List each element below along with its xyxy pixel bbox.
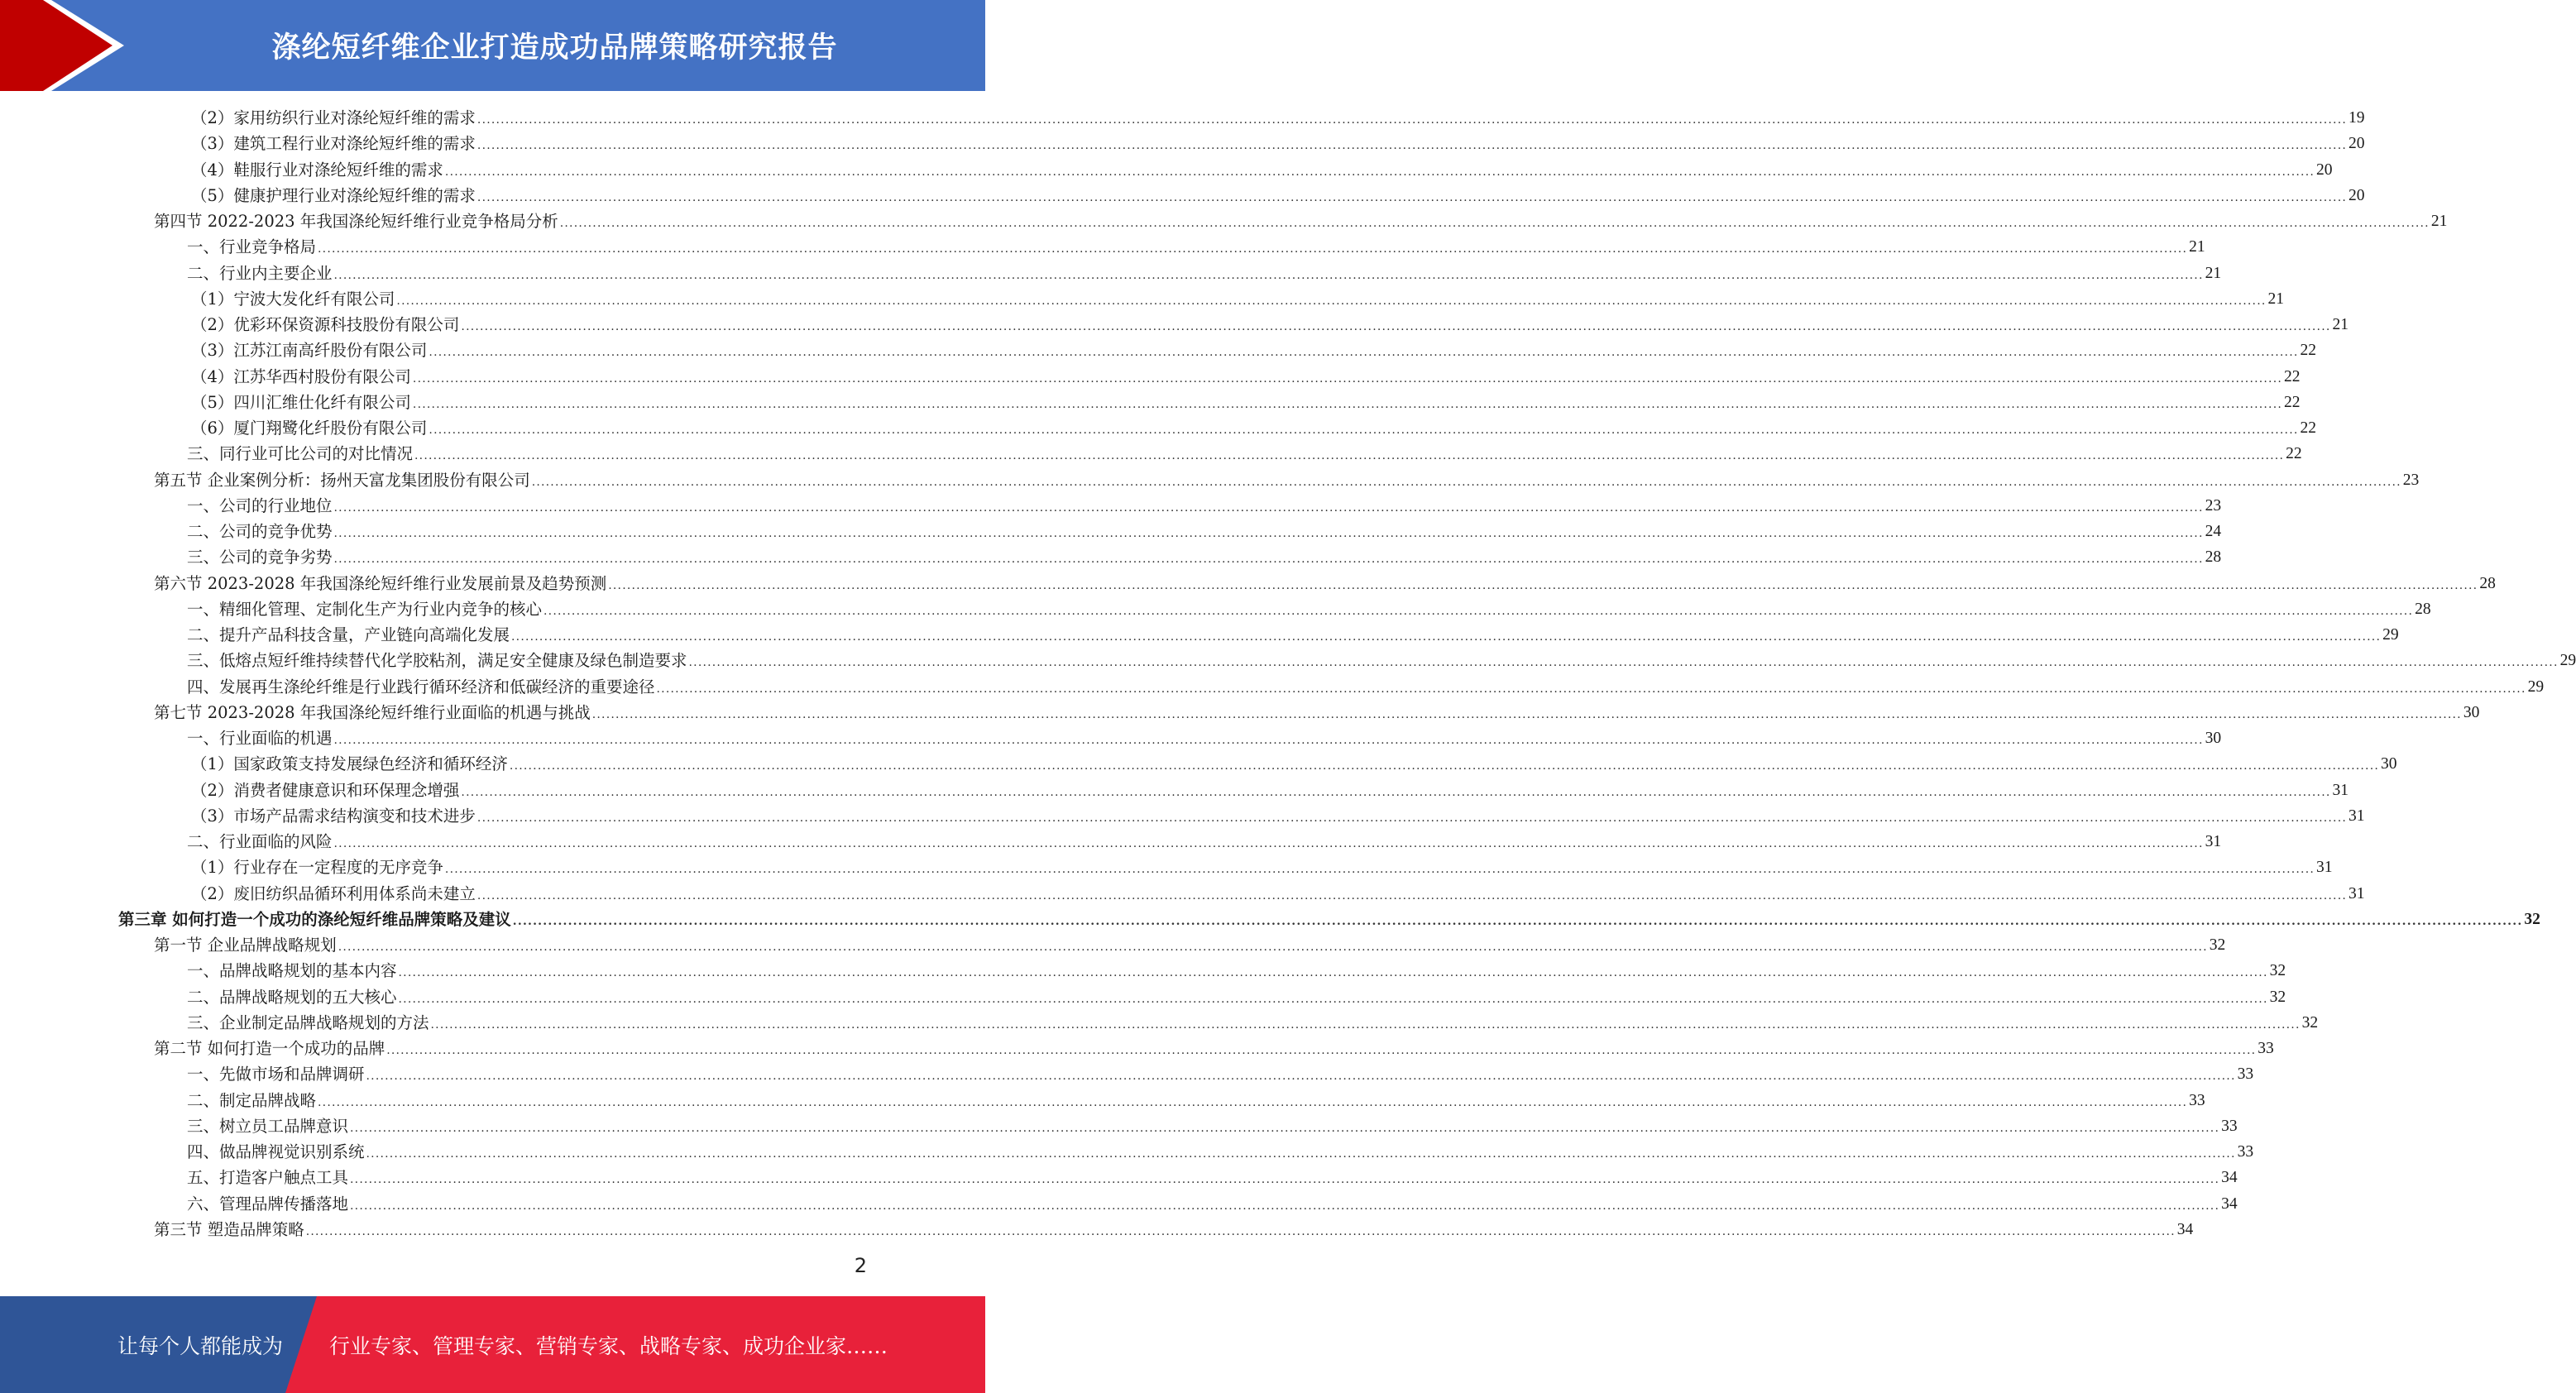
toc-entry[interactable] [187,725,2222,751]
toc-entry-label: 二、提升产品科技含量，产业链向高端化发展 [187,625,510,644]
header-title: 涤纶短纤维企业打造成功品牌策略研究报告 [271,31,838,65]
toc-entry-page: 32 [2269,962,2286,980]
toc-entry-page: 29 [2559,652,2576,670]
toc-entry[interactable] [191,751,2397,777]
toc-entry-page: 24 [2205,523,2222,540]
toc-entry[interactable] [154,700,2480,725]
page-number: 2 [854,1254,867,1277]
toc-entry[interactable] [187,1165,2238,1190]
toc-entry-label: 二、制定品牌战略 [187,1090,317,1110]
toc-entry-label: 二、行业面临的风险 [187,832,333,851]
toc-dot-leader: ................................................................................................................................................................................................................................................................................................................................................................................................................ [398,992,2268,1006]
toc-entry-page: 22 [2284,367,2301,385]
toc-entry-label: （5）健康护理行业对涤纶短纤维的需求 [191,185,476,205]
toc-entry-label: 第五节 企业案例分析：扬州天富龙集团股份有限公司 [154,470,530,490]
toc-entry-page: 21 [2205,264,2222,282]
toc-entry-label: 六、管理品牌传播落地 [187,1194,349,1213]
toc-entry-page: 23 [2402,471,2420,489]
toc-entry-page: 23 [2205,496,2222,515]
toc-entry-page: 21 [2430,213,2448,230]
toc-entry-label: 一、行业面临的机遇 [187,729,333,748]
toc-entry[interactable] [187,596,2431,622]
footer-slogan-right: 行业专家、管理专家、营销专家、战略专家、成功企业家…… [329,1333,888,1358]
toc-entry-label: 二、行业内主要企业 [187,263,333,283]
toc-entry-page: 31 [2349,807,2365,825]
toc-dot-leader: ................................................................................................................................................................................................................................................................................................................................................................................................................ [559,217,2430,230]
toc-entry-label: 一、精细化管理、定制化生产为行业内竞争的核心 [187,599,543,619]
toc-entry[interactable] [191,337,2316,363]
toc-entry-label: （5）四川汇维仕化纤有限公司 [191,392,411,412]
toc-entry-page: 33 [2237,1143,2254,1161]
toc-entry-page: 20 [2349,186,2365,204]
toc-entry-page: 21 [2267,290,2284,308]
toc-dot-leader: ................................................................................................................................................................................................................................................................................................................................................................................................................ [333,553,2204,567]
toc-entry-label: 一、行业竞争格局 [187,237,317,257]
toc-entry[interactable] [191,854,2333,880]
toc-entry-label: 三、企业制定品牌战略规划的方法 [187,1012,429,1032]
toc-entry-label: 一、公司的行业地位 [187,495,333,515]
toc-dot-leader: ................................................................................................................................................................................................................................................................................................................................................................................................................ [333,527,2204,540]
toc-entry[interactable] [191,390,2301,415]
toc-entry-label: 二、公司的竞争优势 [187,522,333,541]
toc-dot-leader: ................................................................................................................................................................................................................................................................................................................................................................................................................ [396,294,2267,308]
toc-entry-label: （4）鞋服行业对涤纶短纤维的需求 [191,160,443,180]
toc-entry-label: 第七节 2023-2028 年我国涤纶短纤维行业面临的机遇与挑战 [154,702,591,722]
toc-entry-label: （3）建筑工程行业对涤纶短纤维的需求 [191,134,476,154]
toc-entry-label: （2）家用纺织行业对涤纶短纤维的需求 [191,108,476,127]
toc-entry[interactable] [191,183,2365,208]
toc-entry-label: （3）江苏江南高纤股份有限公司 [191,341,428,361]
toc-entry-label: （6）厦门翔鹭化纤股份有限公司 [191,419,428,438]
toc-dot-leader: ................................................................................................................................................................................................................................................................................................................................................................................................................ [444,863,2315,877]
toc-dot-leader: ................................................................................................................................................................................................................................................................................................................................................................................................................ [444,165,2315,179]
toc-dot-leader: ................................................................................................................................................................................................................................................................................................................................................................................................................ [430,1017,2301,1032]
toc-entry-label: （2）废旧纺织品循环利用体系尚未建立 [191,883,476,903]
toc-dot-leader: ................................................................................................................................................................................................................................................................................................................................................................................................................ [688,656,2559,670]
toc-dot-leader: ................................................................................................................................................................................................................................................................................................................................................................................................................ [338,941,2208,954]
toc-entry-page: 30 [2463,703,2480,721]
toc-entry[interactable] [154,1217,2194,1242]
toc-entry[interactable] [154,1036,2274,1061]
toc-entry-label: 二、品牌战略规划的五大核心 [187,987,397,1007]
toc-entry-page: 33 [2221,1117,2238,1135]
toc-entry-label: 一、品牌战略规划的基本内容 [187,961,397,981]
toc-dot-leader: ................................................................................................................................................................................................................................................................................................................................................................................................................ [656,682,2526,696]
toc-entry-page: 21 [2189,238,2205,256]
toc-entry[interactable] [187,519,2222,544]
toc-dot-leader: ................................................................................................................................................................................................................................................................................................................................................................................................................ [366,1070,2236,1084]
toc-entry-label: （3）市场产品需求结构演变和技术进步 [191,806,476,826]
toc-entry[interactable] [187,648,2576,673]
toc-entry-page: 22 [2286,445,2302,463]
toc-entry[interactable] [187,1139,2254,1165]
toc-entry-page: 21 [2332,316,2349,333]
toc-entry-label: 第三节 塑造品牌策略 [154,1219,304,1239]
toc-entry[interactable] [191,105,2365,131]
toc-dot-leader: ................................................................................................................................................................................................................................................................................................................................................................................................................ [333,734,2204,747]
toc-dot-leader: ................................................................................................................................................................................................................................................................................................................................................................................................................ [398,966,2268,980]
toc-entry-page: 19 [2349,109,2365,127]
toc-dot-leader: ................................................................................................................................................................................................................................................................................................................................................................................................................ [429,346,2299,360]
toc-entry-page: 30 [2381,755,2397,773]
toc-entry-label: （2）消费者健康意识和环保理念增强 [191,780,460,800]
toc-dot-leader: ................................................................................................................................................................................................................................................................................................................................................................................................................ [366,1147,2236,1161]
toc-entry-page: 33 [2189,1091,2205,1109]
toc-entry-page: 32 [2209,936,2226,954]
toc-entry[interactable] [187,674,2545,700]
toc-dot-leader: ................................................................................................................................................................................................................................................................................................................................................................................................................ [350,1121,2220,1135]
toc-dot-leader: ................................................................................................................................................................................................................................................................................................................................................................................................................ [531,475,2401,489]
toc-entry-label: （1）行业存在一定程度的无序竞争 [191,858,443,878]
toc-entry-label: 一、先做市场和品牌调研 [187,1065,365,1084]
toc-entry[interactable] [191,157,2333,183]
toc-entry-label: （1）宁波大发化纤有限公司 [191,289,395,309]
page-header [0,0,985,91]
toc-entry-page: 32 [2269,988,2286,1006]
toc-entry-label: 三、低熔点短纤维持续替代化学胶粘剂，满足安全健康及绿色制造要求 [187,651,687,671]
toc-dot-leader: ................................................................................................................................................................................................................................................................................................................................................................................................................ [429,424,2299,437]
toc-dot-leader: ................................................................................................................................................................................................................................................................................................................................................................................................................ [333,500,2204,515]
toc-entry[interactable] [191,881,2365,907]
toc-dot-leader: ................................................................................................................................................................................................................................................................................................................................................................................................................ [476,139,2347,153]
toc-entry-page: 31 [2316,859,2333,877]
toc-dot-leader: ................................................................................................................................................................................................................................................................................................................................................................................................................ [318,1095,2188,1109]
toc-entry-label: 五、打造客户触点工具 [187,1168,349,1188]
toc-entry-page: 20 [2349,135,2365,153]
toc-entry-page: 31 [2349,884,2365,902]
toc-entry[interactable] [187,441,2302,467]
toc-dot-leader: ................................................................................................................................................................................................................................................................................................................................................................................................................ [476,113,2347,127]
toc-entry[interactable] [187,1113,2238,1139]
toc-entry-page: 22 [2300,419,2316,437]
toc-entry-page: 34 [2221,1194,2238,1213]
toc-entry-page: 28 [2479,574,2496,592]
toc-dot-leader: ................................................................................................................................................................................................................................................................................................................................................................................................................ [350,1173,2220,1187]
toc-dot-leader: ................................................................................................................................................................................................................................................................................................................................................................................................................ [461,785,2331,799]
toc-dot-leader: ................................................................................................................................................................................................................................................................................................................................................................................................................ [350,1199,2220,1213]
toc-dot-leader: ................................................................................................................................................................................................................................................................................................................................................................................................................ [509,759,2379,773]
toc-dot-leader: ................................................................................................................................................................................................................................................................................................................................................................................................................ [476,811,2347,825]
toc-entry[interactable] [191,131,2365,156]
toc-entry[interactable] [187,622,2399,648]
toc-dot-leader: ................................................................................................................................................................................................................................................................................................................................................................................................................ [305,1224,2176,1238]
toc-dot-leader: ................................................................................................................................................................................................................................................................................................................................................................................................................ [543,604,2414,618]
toc-entry-page: 31 [2205,833,2222,850]
toc-entry[interactable] [187,544,2222,570]
toc-entry-label: （1）国家政策支持发展绿色经济和循环经济 [191,754,508,774]
toc-entry[interactable] [187,984,2286,1010]
toc-entry[interactable] [154,467,2420,493]
toc-entry-label: 第一节 企业品牌战略规划 [154,936,337,955]
toc-dot-leader: ................................................................................................................................................................................................................................................................................................................................................................................................................ [333,837,2204,850]
toc-dot-leader: ................................................................................................................................................................................................................................................................................................................................................................................................................ [318,242,2188,256]
toc-entry-label: （2）优彩环保资源科技股份有限公司 [191,315,460,334]
toc-entry[interactable] [187,1191,2238,1217]
toc-entry-label: 第四节 2022-2023 年我国涤纶短纤维行业竞争格局分析 [154,212,558,231]
toc-entry[interactable] [118,907,2540,932]
toc-entry[interactable] [191,286,2284,312]
toc-entry-page: 31 [2332,781,2349,799]
toc-entry-label: （4）江苏华西村股份有限公司 [191,366,411,386]
toc-entry[interactable] [187,829,2222,854]
toc-entry-page: 29 [2527,677,2545,696]
toc-entry[interactable] [154,932,2226,958]
toc-entry-label: 三、树立员工品牌意识 [187,1116,349,1136]
toc-entry[interactable] [187,493,2222,519]
toc-entry-label: 四、做品牌视觉识别系统 [187,1142,365,1161]
toc-dot-leader: ................................................................................................................................................................................................................................................................................................................................................................................................................ [412,371,2282,385]
toc-dot-leader: ................................................................................................................................................................................................................................................................................................................................................................................................................ [386,1044,2257,1057]
toc-dot-leader: ................................................................................................................................................................................................................................................................................................................................................................................................................ [476,190,2347,204]
toc-entry[interactable] [191,312,2349,337]
toc-entry-page: 34 [2221,1169,2238,1187]
toc-entry-label: 第六节 2023-2028 年我国涤纶短纤维行业发展前景及趋势预测 [154,573,607,593]
toc-dot-leader: ................................................................................................................................................................................................................................................................................................................................................................................................................ [512,914,2523,928]
toc-entry-page: 20 [2316,160,2333,179]
toc-entry-page: 32 [2301,1013,2319,1032]
toc-entry[interactable] [191,803,2365,829]
toc-entry-page: 22 [2284,393,2301,411]
toc-entry[interactable] [154,208,2448,234]
toc-dot-leader: ................................................................................................................................................................................................................................................................................................................................................................................................................ [476,888,2347,902]
page-footer [0,1296,985,1393]
toc-entry[interactable] [154,571,2496,596]
toc-entry-page: 28 [2205,548,2222,567]
toc-entry-label: 三、公司的竞争劣势 [187,548,333,567]
footer-slogan-left: 让每个人都能成为 [117,1333,284,1358]
toc-entry-page: 34 [2176,1220,2194,1238]
toc-dot-leader: ................................................................................................................................................................................................................................................................................................................................................................................................................ [608,578,2478,592]
toc-dot-leader: ................................................................................................................................................................................................................................................................................................................................................................................................................ [333,268,2204,282]
toc-entry-page: 32 [2524,910,2540,928]
toc-entry-label: 三、同行业可比公司的对比情况 [187,444,414,464]
toc-dot-leader: ................................................................................................................................................................................................................................................................................................................................................................................................................ [412,397,2282,411]
toc-dot-leader: ................................................................................................................................................................................................................................................................................................................................................................................................................ [461,320,2331,333]
toc-entry-page: 29 [2382,626,2399,644]
toc-entry[interactable] [187,1061,2254,1087]
toc-entry-page: 33 [2237,1065,2254,1084]
toc-entry-page: 28 [2415,600,2431,618]
red-chevron-icon [0,0,132,91]
toc-entry-label: 第三章 如何打造一个成功的涤纶短纤维品牌策略及建议 [118,909,511,929]
toc-entry-page: 22 [2300,342,2316,360]
toc-entry[interactable] [187,1088,2205,1113]
toc-entry[interactable] [191,364,2301,390]
toc-entry-label: 四、发展再生涤纶纤维是行业践行循环经济和低碳经济的重要途径 [187,677,655,696]
toc-entry[interactable] [187,958,2286,984]
toc-entry-page: 33 [2258,1040,2274,1057]
toc-entry-label: 第二节 如何打造一个成功的品牌 [154,1039,385,1058]
toc-dot-leader: ................................................................................................................................................................................................................................................................................................................................................................................................................ [511,630,2382,644]
toc-entry[interactable] [191,778,2349,803]
toc-entry-page: 30 [2205,730,2222,747]
toc-entry[interactable] [187,261,2222,286]
toc-dot-leader: ................................................................................................................................................................................................................................................................................................................................................................................................................ [414,449,2285,463]
toc-entry[interactable] [187,1010,2319,1036]
toc-dot-leader: ................................................................................................................................................................................................................................................................................................................................................................................................................ [591,707,2462,721]
toc-entry[interactable] [187,234,2205,260]
toc-entry[interactable] [191,415,2316,441]
